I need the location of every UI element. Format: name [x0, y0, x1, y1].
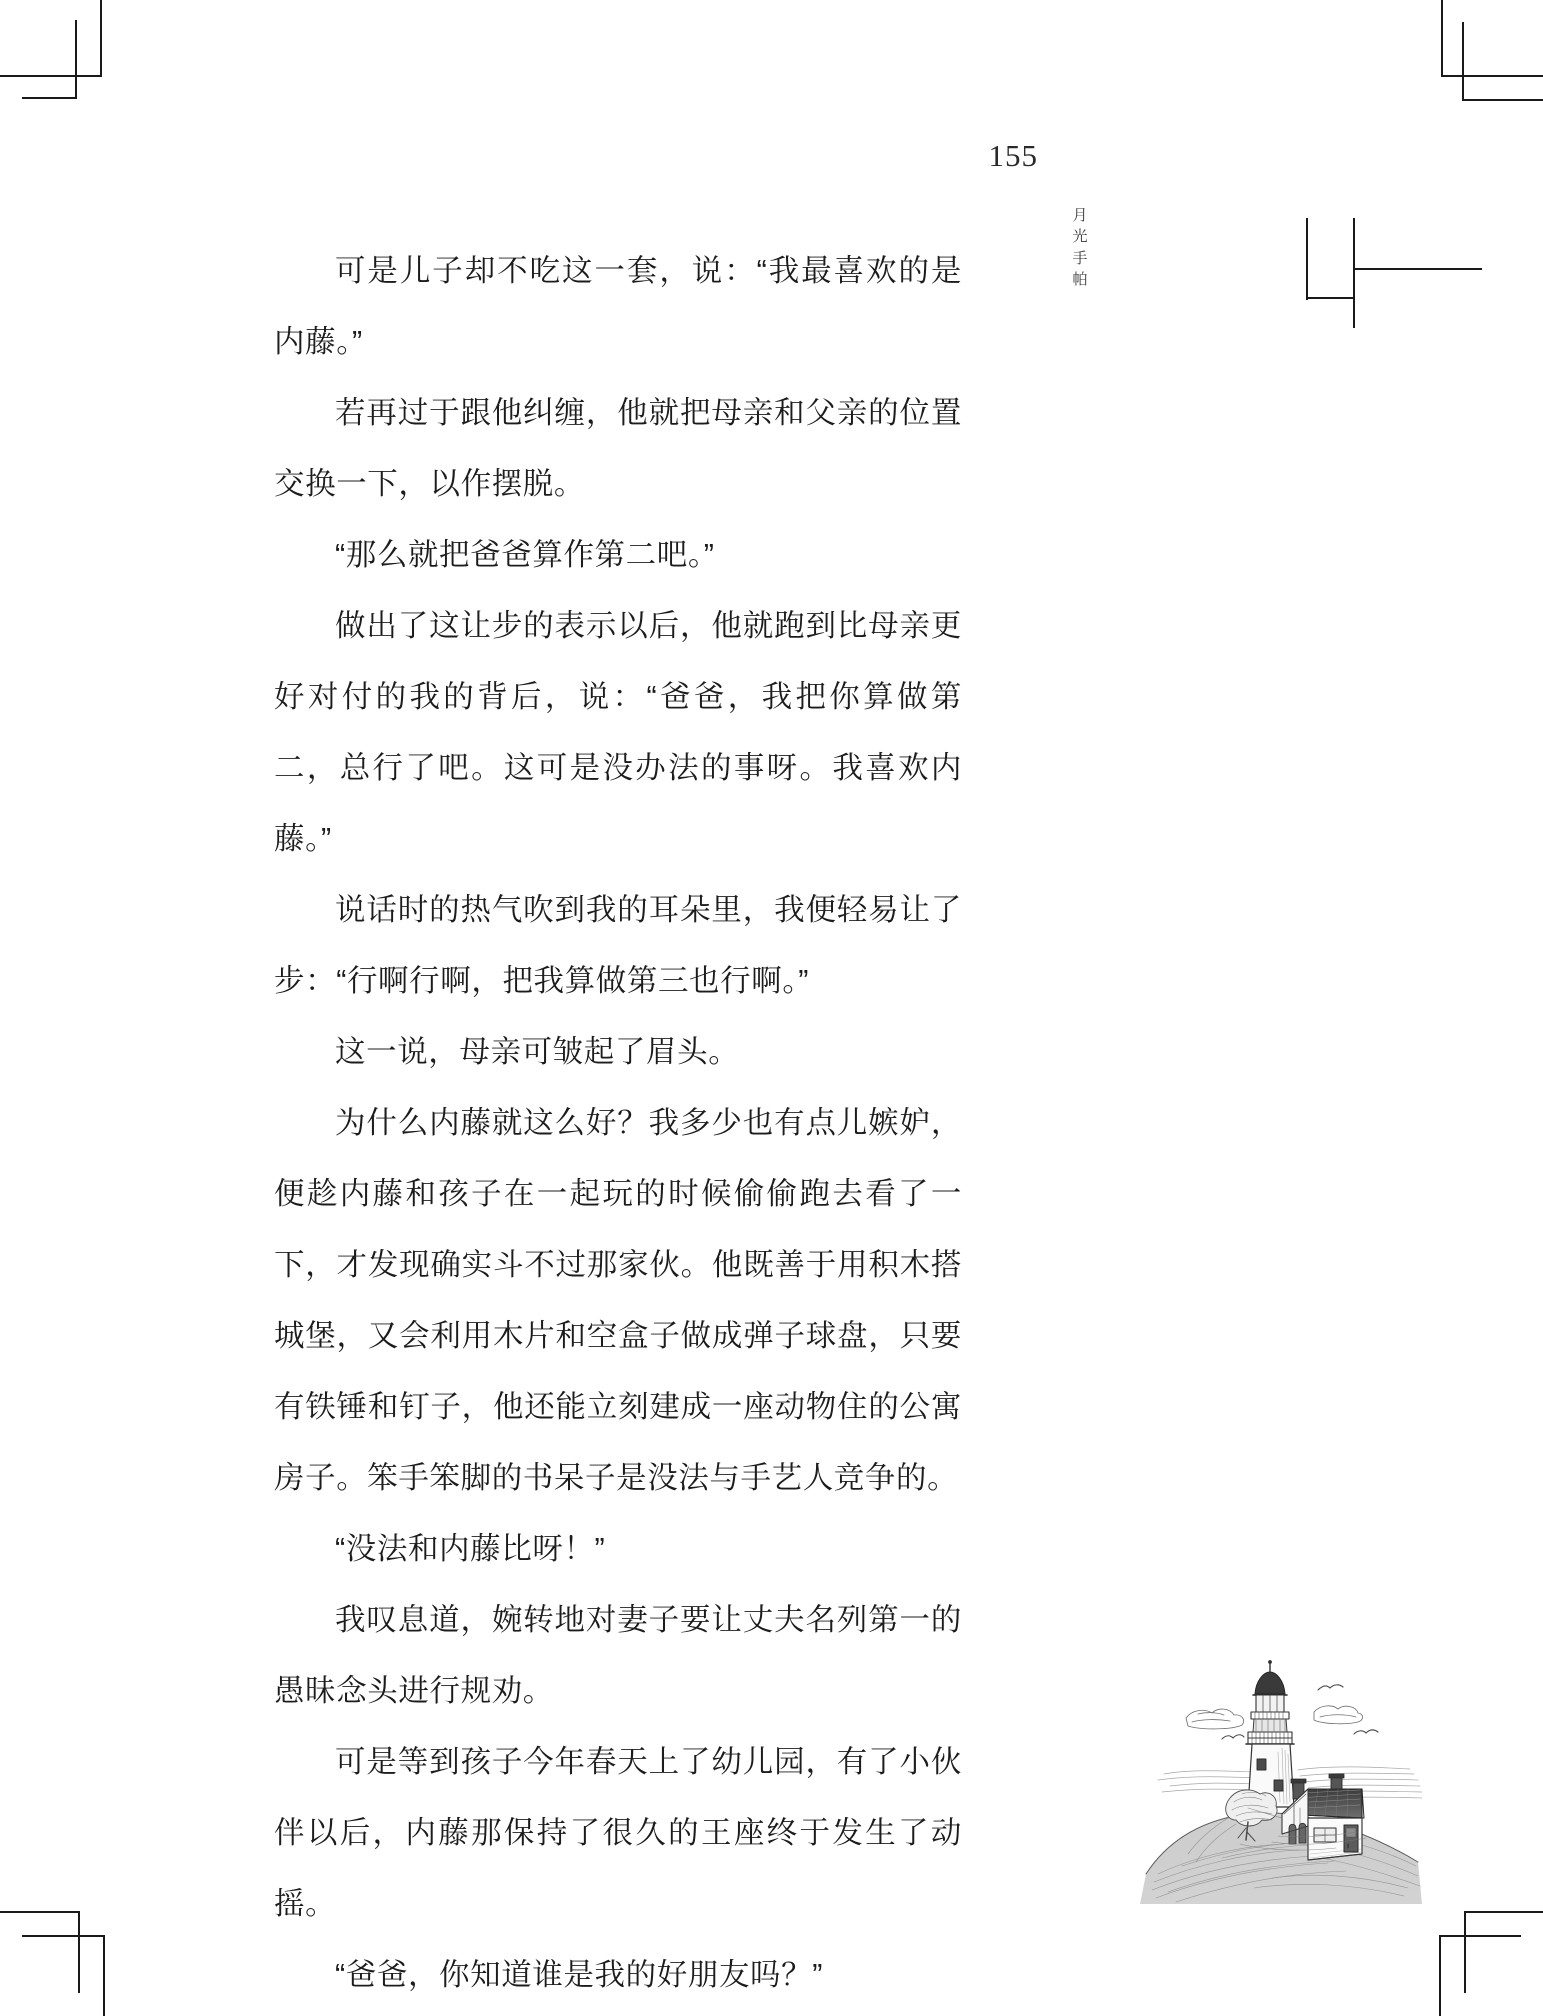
- crop-mark-top-right-outer-vertical: [1441, 0, 1443, 76]
- crop-mark-bottom-right-inner-horizontal: [1439, 1935, 1521, 1937]
- page-number-frame-horizontal-lower: [1353, 268, 1482, 270]
- running-head-char-1: 月: [1072, 207, 1088, 224]
- crop-mark-top-left-outer-vertical: [100, 0, 102, 76]
- body-paragraph: “没法和内藤比呀！”: [335, 1532, 606, 1566]
- body-paragraph: 可是等到孩子今年春天上了幼儿园，有了小伙伴以后，内藤那保持了很久的王座终于发生了动摇。: [274, 1745, 962, 1921]
- body-paragraph: 为什么内藤就这么好？我多少也有点儿嫉妒，便趁内藤和孩子在一起玩的时候偷偷跑去看了一下，才发现确实斗不过那家伙。他既善于用积木搭城堡，又会利用木片和空盒子做成弹子球盘，只要有铁锤和钉子，他还能立刻建成一座动物住的公寓房子。笨手笨脚的书呆子是没法与手艺人竞争的。: [274, 1106, 962, 1495]
- body-paragraph: 若再过于跟他纠缠，他就把母亲和父亲的位置交换一下，以作摆脱。: [274, 396, 962, 501]
- page-number-frame-vertical-left: [1306, 218, 1308, 300]
- body-paragraph: “爸爸，你知道谁是我的好朋友吗？”: [335, 1958, 824, 1992]
- running-head-char-2: 光: [1072, 228, 1088, 246]
- body-paragraph: 可是儿子却不吃这一套，说：“我最喜欢的是内藤。”: [274, 254, 962, 359]
- running-head-char-4: 帕: [1072, 270, 1088, 288]
- crop-mark-bottom-right-outer-horizontal: [1464, 1911, 1543, 1913]
- body-text-column: [274, 236, 962, 2011]
- running-head: [1069, 205, 1091, 290]
- crop-mark-top-right-inner-horizontal: [1462, 99, 1543, 101]
- crop-mark-top-left-inner-vertical: [75, 20, 77, 98]
- crop-mark-top-left-outer-horizontal: [0, 75, 102, 77]
- body-paragraph: “那么就把爸爸算作第二吧。”: [335, 538, 715, 572]
- lighthouse-illustration: [1122, 1622, 1422, 1904]
- crop-mark-top-right-outer-horizontal: [1441, 75, 1543, 77]
- crop-mark-bottom-left-outer-vertical: [78, 1911, 80, 1993]
- crop-mark-bottom-right-outer-vertical: [1464, 1911, 1466, 1993]
- crop-mark-bottom-right-inner-vertical: [1439, 1935, 1441, 2016]
- crop-mark-bottom-left-inner-vertical: [103, 1935, 105, 2016]
- page-number-frame-horizontal-upper: [1306, 297, 1355, 299]
- body-paragraph: 说话时的热气吹到我的耳朵里，我便轻易让了步：“行啊行啊，把我算做第三也行啊。”: [274, 893, 962, 998]
- crop-mark-top-left-inner-horizontal: [22, 97, 77, 99]
- crop-mark-bottom-left-inner-horizontal: [22, 1935, 105, 1937]
- page-number-frame-vertical-right: [1353, 218, 1355, 328]
- running-head-char-3: 手: [1072, 249, 1088, 267]
- body-paragraph: 这一说，母亲可皱起了眉头。: [335, 1035, 740, 1069]
- page-number: 155: [988, 138, 1038, 173]
- crop-mark-top-right-inner-vertical: [1462, 22, 1464, 100]
- crop-mark-bottom-left-outer-horizontal: [0, 1911, 80, 1913]
- body-paragraph: 我叹息道，婉转地对妻子要让丈夫名列第一的愚昧念头进行规劝。: [274, 1603, 962, 1708]
- body-paragraph: 做出了这让步的表示以后，他就跑到比母亲更好对付的我的背后，说：“爸爸，我把你算做第二，总行了吧。这可是没办法的事呀。我喜欢内藤。”: [274, 609, 962, 856]
